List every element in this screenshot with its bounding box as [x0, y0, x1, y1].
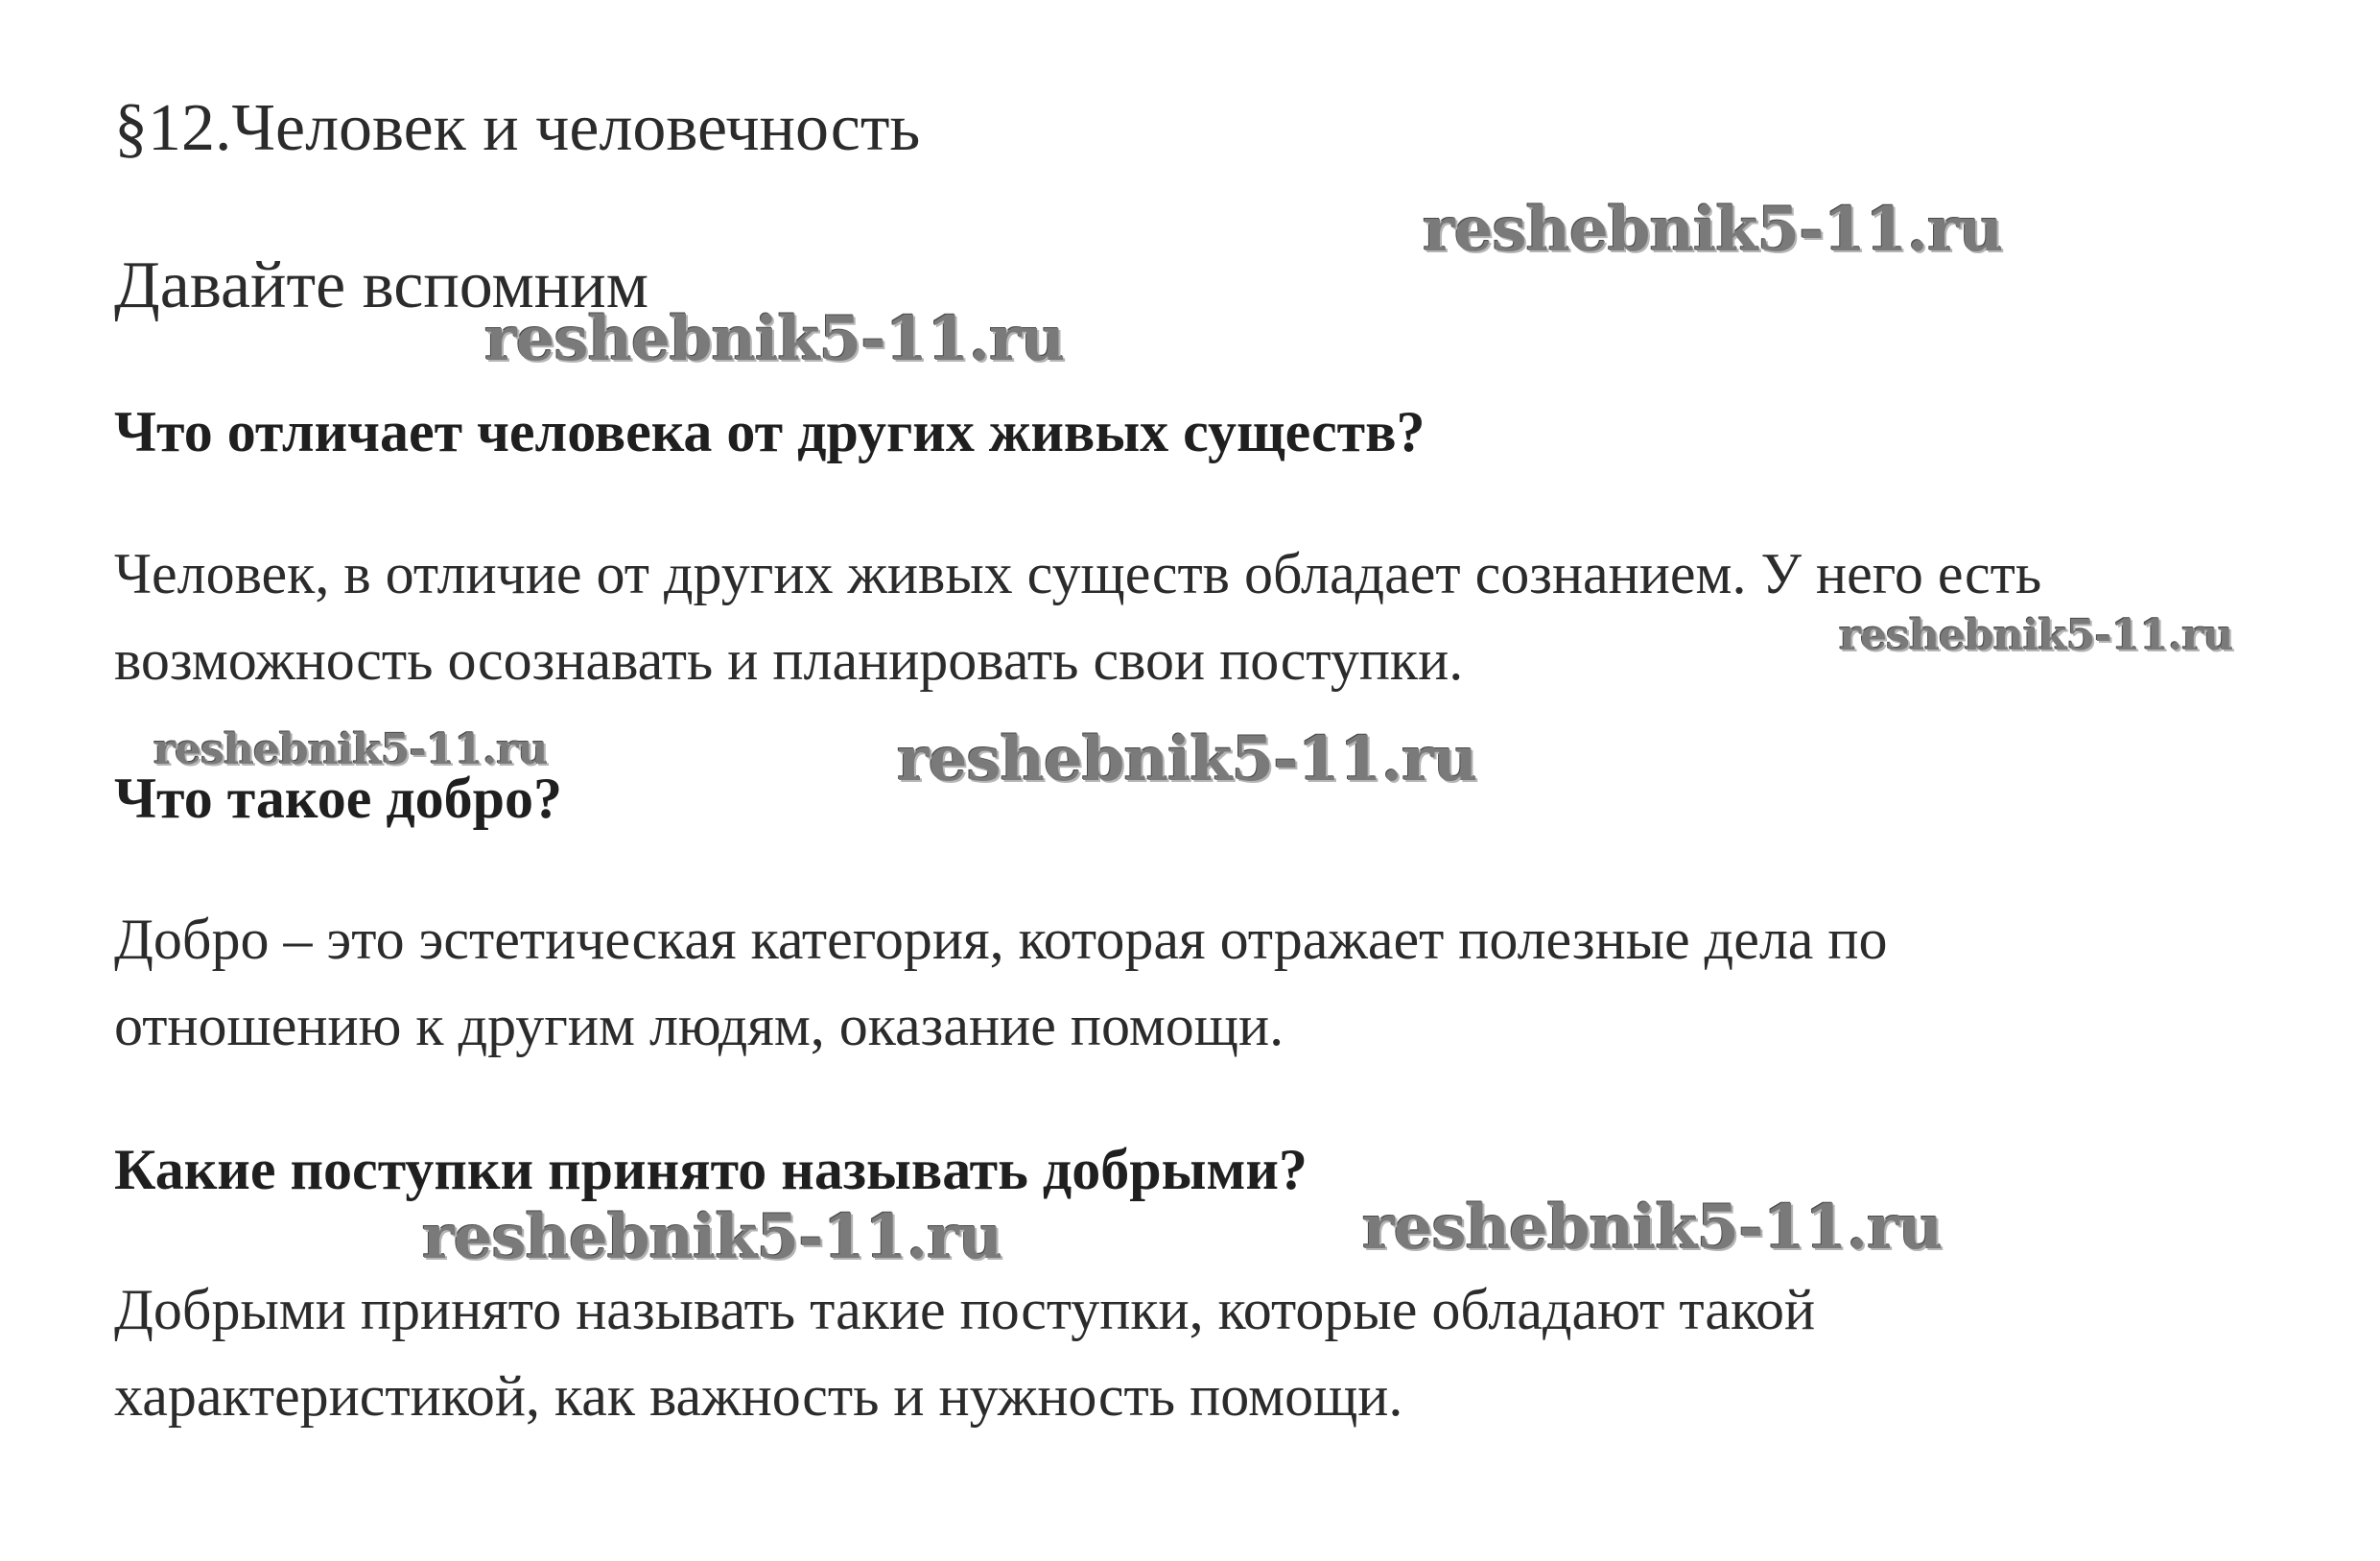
page-title: §12.Человек и человечность	[114, 91, 921, 165]
answer-1-line-1: Человек, в отличие от других живых существ обладает сознанием. У него есть	[114, 542, 2042, 605]
watermark: reshebnik5-11.ru	[422, 1201, 1002, 1273]
answer-1-line-2: возможность осознавать и планировать свои поступки.	[114, 628, 1464, 692]
intro-heading: Давайте вспомним	[114, 248, 648, 322]
answer-2	[114, 896, 1888, 1069]
question-3: Какие поступки принято называть добрыми?	[114, 1138, 1308, 1201]
watermark: reshebnik5-11.ru	[153, 725, 548, 774]
question-2: Что такое добро?	[114, 767, 563, 830]
answer-3-line-2: характеристикой, как важность и нужность помощи.	[114, 1364, 1403, 1428]
question-1: Что отличает человека от других живых существ?	[114, 400, 1426, 463]
watermark: reshebnik5-11.ru	[484, 303, 1065, 375]
watermark: reshebnik5-11.ru	[1362, 1192, 1943, 1264]
answer-3-line-1: Добрыми принято называть такие поступки, которые обладают такой	[114, 1278, 1816, 1341]
answer-1	[114, 531, 2041, 703]
answer-2-line-1: Добро – это эстетическая категория, которая отражает полезные дела по	[114, 908, 1888, 971]
answer-2-line-2: отношению к другим людям, оказание помощи.	[114, 994, 1284, 1057]
watermark: reshebnik5-11.ru	[897, 723, 1477, 795]
watermark: reshebnik5-11.ru	[1839, 611, 2233, 660]
watermark: reshebnik5-11.ru	[1423, 194, 2003, 266]
answer-3	[114, 1266, 1815, 1439]
